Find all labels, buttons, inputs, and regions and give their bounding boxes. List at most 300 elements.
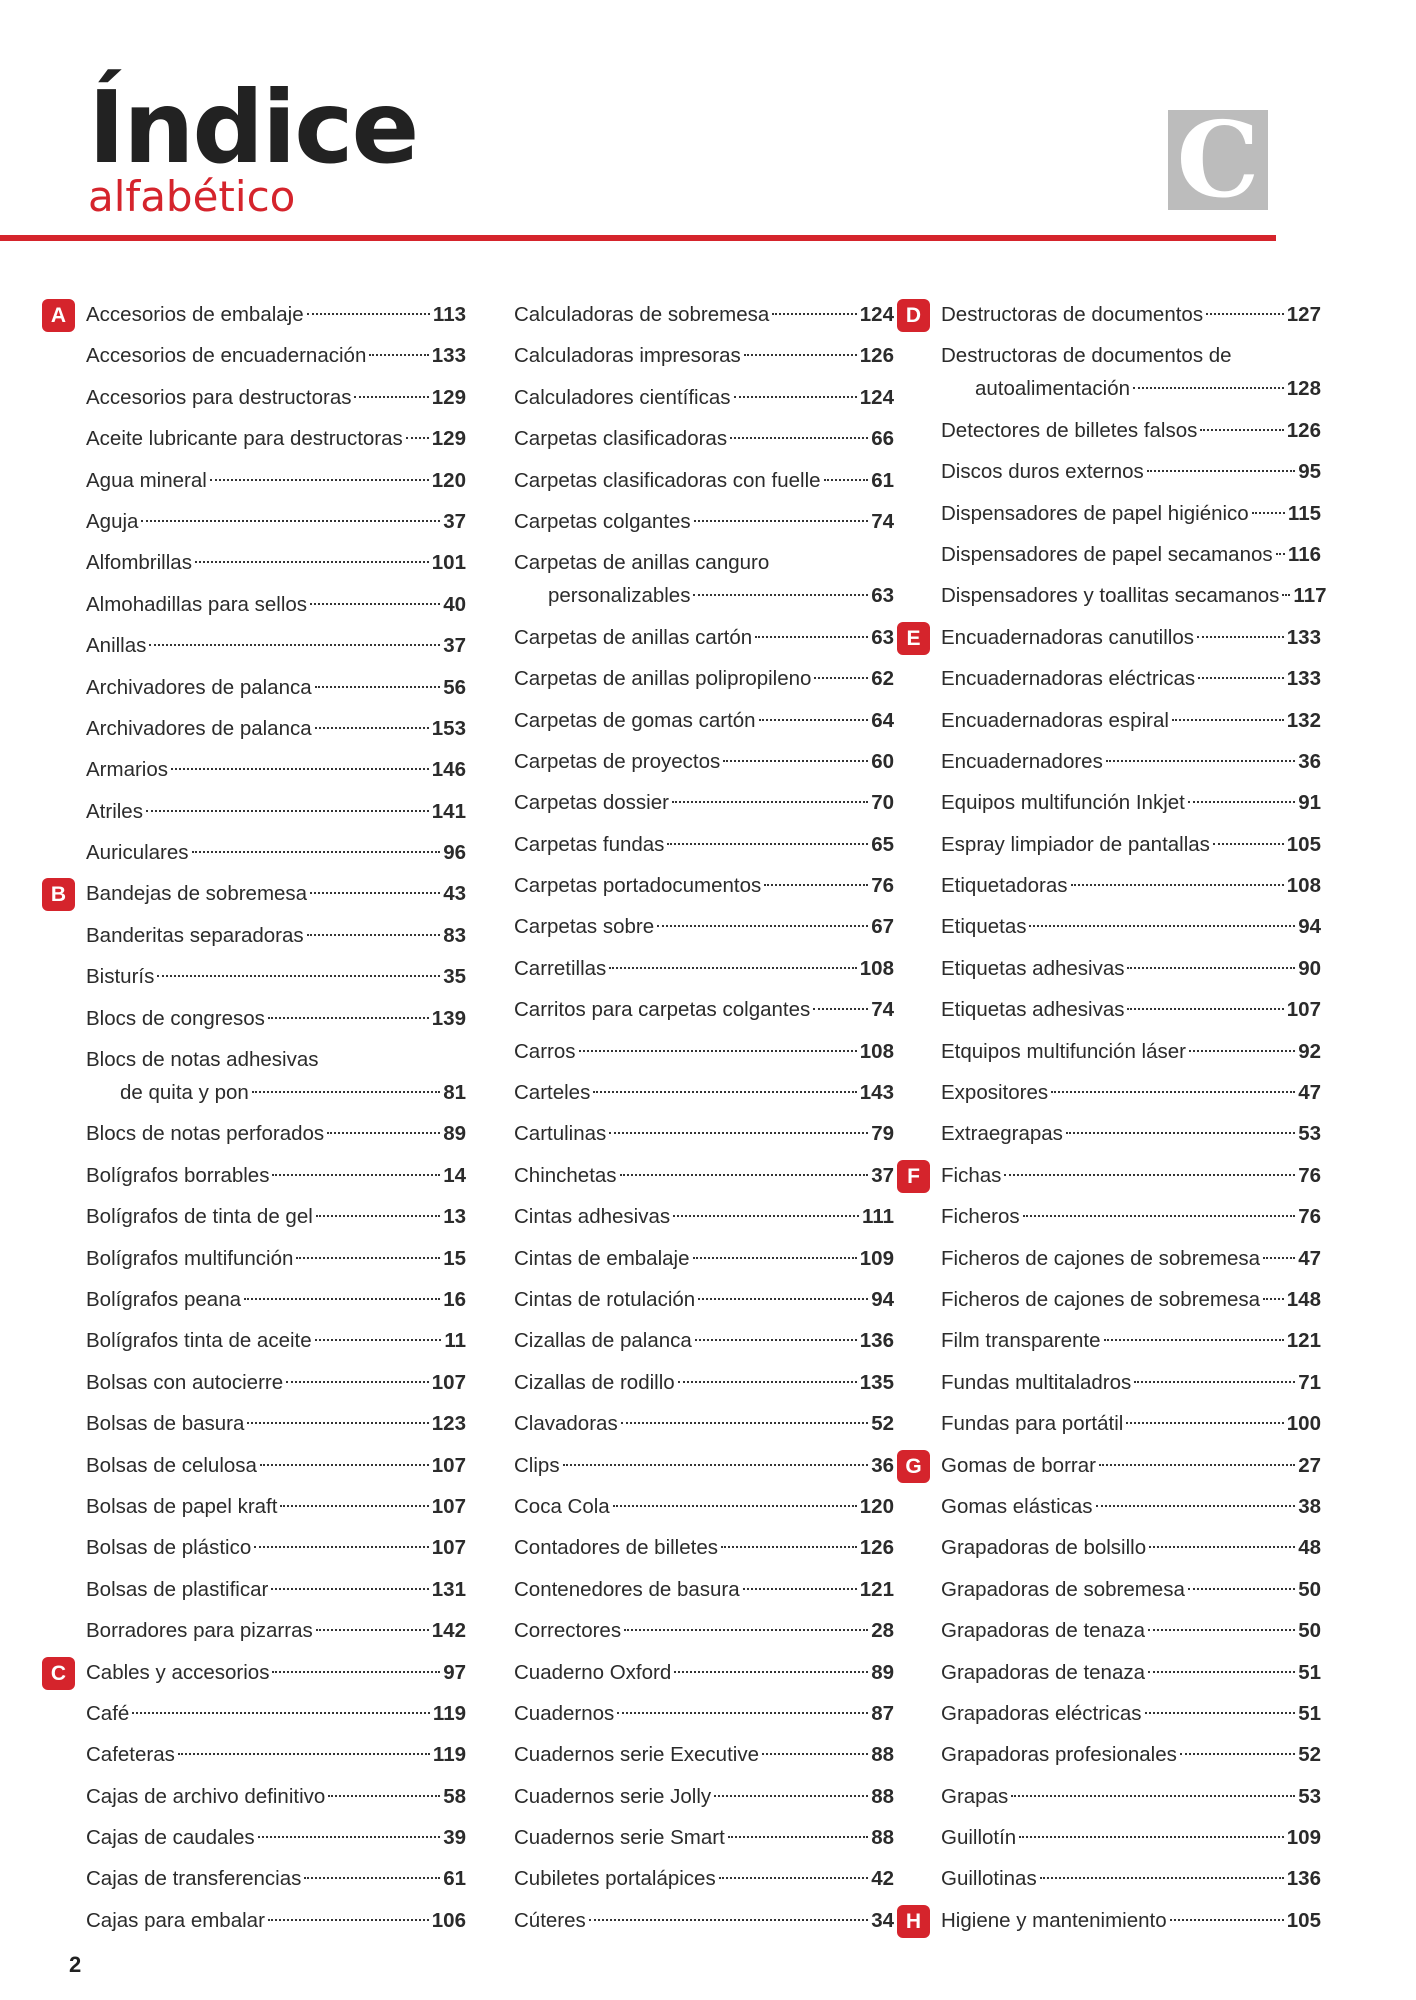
entry-name: Accesorios de embalaje bbox=[86, 303, 304, 326]
index-entry bbox=[941, 662, 1321, 703]
index-entry bbox=[514, 1449, 894, 1490]
entry-page-number: 113 bbox=[432, 303, 466, 326]
entry-name: Bandejas de sobremesa bbox=[86, 882, 308, 906]
entry-name: Blocs de notas adhesivas bbox=[86, 1048, 319, 1072]
entry-page-number: 43 bbox=[443, 882, 466, 906]
entry-name: Carpetas de proyectos bbox=[514, 749, 721, 773]
index-entry bbox=[905, 1449, 1321, 1490]
entry-name: Carpetas de anillas canguro bbox=[514, 551, 770, 575]
entry-page-number: 62 bbox=[871, 667, 894, 691]
entry-name: Carpetas sobre bbox=[514, 915, 655, 939]
dot-leader bbox=[315, 1339, 442, 1341]
page-number: 2 bbox=[69, 1952, 82, 1977]
entry-name: Grapadoras de tenaza bbox=[941, 1619, 1145, 1643]
index-entry bbox=[50, 877, 466, 918]
entry-name: Bolígrafos peana bbox=[86, 1287, 242, 1311]
index-entry bbox=[86, 1002, 466, 1043]
index-entry bbox=[86, 1407, 466, 1448]
entry-page-number: 115 bbox=[1287, 501, 1321, 525]
dot-leader bbox=[1104, 1339, 1284, 1341]
entry-page-number: 70 bbox=[871, 791, 894, 815]
entry-name: Fundas multitaladros bbox=[941, 1370, 1132, 1394]
entry-page-number: 83 bbox=[443, 923, 466, 947]
dot-leader bbox=[1188, 1588, 1295, 1590]
entry-page-number: 50 bbox=[1298, 1619, 1321, 1643]
entry-name: Cuadernos serie Smart bbox=[514, 1826, 725, 1850]
entry-page-number: 42 bbox=[871, 1867, 894, 1891]
dot-leader bbox=[694, 520, 869, 522]
entry-page-number: 101 bbox=[431, 551, 466, 575]
index-entry bbox=[941, 414, 1321, 455]
entry-page-number: 107 bbox=[431, 1494, 466, 1518]
entry-name: Ficheros bbox=[941, 1205, 1020, 1229]
entry-name: Cables y accesorios bbox=[86, 1660, 270, 1684]
letter-badge: H bbox=[897, 1905, 930, 1938]
entry-page-number: 37 bbox=[871, 1163, 894, 1187]
dot-leader bbox=[764, 884, 868, 886]
dot-leader bbox=[1213, 843, 1284, 845]
entry-page-number: 135 bbox=[859, 1370, 894, 1394]
dot-leader bbox=[714, 1795, 868, 1797]
index-entry bbox=[514, 1656, 894, 1697]
entry-name-continuation: autoalimentación bbox=[975, 377, 1130, 401]
entry-name: Bolígrafos multifunción bbox=[86, 1246, 294, 1270]
dot-leader bbox=[719, 1877, 868, 1879]
dot-leader bbox=[141, 520, 440, 522]
entry-name: Expositores bbox=[941, 1081, 1049, 1105]
entry-name-continuation: de quita y pon bbox=[120, 1081, 249, 1105]
dot-leader bbox=[563, 1464, 869, 1466]
entry-page-number: 36 bbox=[871, 1453, 894, 1477]
entry-name: Bolígrafos borrables bbox=[86, 1163, 270, 1187]
dot-leader bbox=[1127, 1008, 1283, 1010]
dot-leader bbox=[327, 1132, 440, 1134]
dot-leader bbox=[1096, 1505, 1296, 1507]
dot-leader bbox=[693, 1257, 857, 1259]
dot-leader bbox=[617, 1712, 868, 1714]
entry-name: Armarios bbox=[86, 758, 169, 782]
brand-logo bbox=[1168, 98, 1268, 221]
entry-page-number: 119 bbox=[432, 1701, 466, 1725]
dot-leader bbox=[192, 851, 441, 853]
dot-leader bbox=[1148, 1629, 1295, 1631]
index-entry bbox=[86, 1242, 466, 1283]
index-entry bbox=[941, 1242, 1321, 1283]
entry-name: Grapadoras de sobremesa bbox=[941, 1577, 1185, 1601]
entry-name: Cizallas de rodillo bbox=[514, 1370, 675, 1394]
index-entry bbox=[514, 910, 894, 951]
index-entry bbox=[514, 1076, 894, 1117]
entry-page-number: 76 bbox=[871, 874, 894, 898]
entry-page-number: 97 bbox=[443, 1660, 466, 1684]
entry-name: Encuadernadoras eléctricas bbox=[941, 667, 1196, 691]
index-entry bbox=[514, 1862, 894, 1903]
entry-page-number: 108 bbox=[859, 956, 894, 980]
index-entry bbox=[941, 455, 1321, 496]
index-entry bbox=[941, 1490, 1321, 1531]
entry-page-number: 15 bbox=[443, 1246, 466, 1270]
entry-name: Espray limpiador de pantallas bbox=[941, 832, 1210, 856]
index-entry bbox=[514, 1904, 894, 1945]
entry-name: Correctores bbox=[514, 1619, 622, 1643]
entry-name: Carros bbox=[514, 1039, 576, 1063]
index-entry bbox=[514, 1614, 894, 1655]
entry-name: Chinchetas bbox=[514, 1163, 617, 1187]
dot-leader bbox=[328, 1795, 440, 1797]
index-entry bbox=[906, 621, 1321, 662]
entry-name: Discos duros externos bbox=[941, 460, 1144, 484]
entry-name: Bolsas de papel kraft bbox=[86, 1494, 278, 1518]
entry-page-number: 60 bbox=[871, 749, 894, 773]
dot-leader bbox=[1148, 1671, 1295, 1673]
entry-page-number: 105 bbox=[1286, 1908, 1321, 1932]
dot-leader bbox=[1004, 1174, 1295, 1176]
entry-name: Clips bbox=[514, 1453, 560, 1477]
entry-name: Auriculares bbox=[86, 841, 189, 865]
entry-name: Detectores de billetes falsos bbox=[941, 418, 1198, 442]
entry-name: Accesorios para destructoras bbox=[86, 385, 352, 409]
entry-page-number: 63 bbox=[871, 625, 894, 649]
entry-name: Guillotinas bbox=[941, 1867, 1037, 1891]
index-entry bbox=[514, 869, 894, 910]
entry-name: Bolsas de plástico bbox=[86, 1536, 252, 1560]
entry-page-number: 88 bbox=[871, 1784, 894, 1808]
entry-page-number: 64 bbox=[871, 708, 894, 732]
entry-name: Bolsas de celulosa bbox=[86, 1453, 257, 1477]
dot-leader bbox=[315, 686, 441, 688]
index-entry bbox=[514, 1573, 894, 1614]
index-entry bbox=[86, 919, 466, 960]
dot-leader bbox=[695, 1339, 857, 1341]
index-entry bbox=[86, 381, 466, 422]
entry-name: Agua mineral bbox=[86, 468, 207, 492]
index-entry bbox=[941, 1283, 1321, 1324]
index-entry bbox=[941, 1324, 1321, 1365]
index-entry bbox=[86, 1200, 466, 1241]
dot-leader bbox=[814, 677, 868, 679]
entry-name: Carpetas clasificadoras bbox=[514, 427, 728, 451]
dot-leader bbox=[272, 1174, 440, 1176]
dot-leader bbox=[268, 1017, 429, 1019]
entry-page-number: 88 bbox=[871, 1743, 894, 1767]
index-entry bbox=[514, 546, 894, 620]
entry-name: Cuaderno Oxford bbox=[514, 1660, 672, 1684]
index-entry bbox=[514, 1200, 894, 1241]
dot-leader bbox=[609, 967, 857, 969]
entry-name: Carpetas de anillas cartón bbox=[514, 625, 753, 649]
index-entry bbox=[514, 1242, 894, 1283]
index-entry bbox=[86, 546, 466, 587]
entry-page-number: 94 bbox=[871, 1287, 894, 1311]
index-entry bbox=[941, 704, 1321, 745]
index-entry bbox=[941, 339, 1321, 413]
entry-page-number: 91 bbox=[1298, 791, 1321, 815]
entry-name: Cajas para embalar bbox=[86, 1908, 265, 1932]
index-entry bbox=[86, 339, 466, 380]
entry-page-number: 132 bbox=[1286, 708, 1321, 732]
dot-leader bbox=[693, 594, 868, 596]
entry-name: Cintas adhesivas bbox=[514, 1205, 671, 1229]
entry-name: Carpetas de anillas polipropileno bbox=[514, 667, 812, 691]
index-entry bbox=[941, 538, 1321, 579]
entry-page-number: 146 bbox=[431, 758, 466, 782]
entry-page-number: 47 bbox=[1298, 1246, 1321, 1270]
entry-page-number: 126 bbox=[859, 344, 894, 368]
entry-name: Blocs de congresos bbox=[86, 1006, 265, 1030]
entry-page-number: 143 bbox=[859, 1081, 894, 1105]
dot-leader bbox=[1197, 636, 1284, 638]
dot-leader bbox=[260, 1464, 429, 1466]
entry-page-number: 79 bbox=[871, 1122, 894, 1146]
dot-leader bbox=[1145, 1712, 1296, 1714]
entry-name: Dispensadores y toallitas secamanos bbox=[941, 584, 1280, 608]
entry-name: Destructoras de documentos bbox=[941, 303, 1204, 326]
entry-name: Archivadores de palanca bbox=[86, 675, 312, 699]
dot-leader bbox=[304, 1877, 440, 1879]
entry-page-number: 133 bbox=[1286, 667, 1321, 691]
index-entry bbox=[941, 1614, 1321, 1655]
dot-leader bbox=[369, 354, 428, 356]
dot-leader bbox=[734, 396, 857, 398]
entry-name: Blocs de notas perforados bbox=[86, 1122, 325, 1146]
entry-name: Clavadoras bbox=[514, 1412, 618, 1436]
index-entry bbox=[86, 753, 466, 794]
entry-page-number: 107 bbox=[431, 1536, 466, 1560]
entry-page-number: 148 bbox=[1286, 1287, 1321, 1311]
page-subtitle: alfabético bbox=[88, 172, 296, 221]
entry-name: Carritos para carpetas colgantes bbox=[514, 998, 811, 1022]
index-entry bbox=[514, 422, 894, 463]
index-entry bbox=[514, 1407, 894, 1448]
dot-leader bbox=[613, 1505, 857, 1507]
dot-leader bbox=[296, 1257, 440, 1259]
entry-page-number: 39 bbox=[443, 1826, 466, 1850]
index-entry bbox=[86, 1324, 466, 1365]
index-entry bbox=[514, 464, 894, 505]
entry-name: Grapadoras de tenaza bbox=[941, 1660, 1145, 1684]
entry-name: Contadores de billetes bbox=[514, 1536, 718, 1560]
entry-name: Bolsas con autocierre bbox=[86, 1370, 284, 1394]
dot-leader bbox=[268, 1919, 429, 1921]
entry-name: Encuadernadores bbox=[941, 749, 1103, 773]
entry-page-number: 48 bbox=[1298, 1536, 1321, 1560]
entry-name-continuation: personalizables bbox=[548, 584, 691, 608]
index-entry bbox=[941, 1656, 1321, 1697]
dot-leader bbox=[721, 1546, 857, 1548]
index-entry bbox=[86, 422, 466, 463]
entry-name: Etiquetas adhesivas bbox=[941, 998, 1125, 1022]
entry-name: Calculadores científicas bbox=[514, 385, 731, 409]
dot-leader bbox=[244, 1298, 440, 1300]
entry-page-number: 121 bbox=[859, 1577, 894, 1601]
letter-badge: D bbox=[897, 299, 930, 332]
entry-page-number: 53 bbox=[1298, 1122, 1321, 1146]
index-entry bbox=[941, 1035, 1321, 1076]
dot-leader bbox=[1170, 1919, 1284, 1921]
dot-leader bbox=[307, 313, 430, 315]
index-entry bbox=[86, 671, 466, 712]
entry-page-number: 50 bbox=[1298, 1577, 1321, 1601]
index-entry bbox=[86, 588, 466, 629]
index-entry bbox=[514, 952, 894, 993]
entry-name: Etiquetas bbox=[941, 915, 1027, 939]
index-entry bbox=[86, 1573, 466, 1614]
entry-page-number: 124 bbox=[859, 303, 894, 326]
entry-page-number: 90 bbox=[1298, 956, 1321, 980]
entry-page-number: 136 bbox=[859, 1329, 894, 1353]
dot-leader bbox=[272, 1671, 440, 1673]
entry-page-number: 63 bbox=[871, 584, 894, 608]
entry-name: Alfombrillas bbox=[86, 551, 192, 575]
index-entry bbox=[514, 745, 894, 786]
index-entry bbox=[941, 1821, 1321, 1862]
entry-page-number: 119 bbox=[432, 1743, 466, 1767]
entry-page-number: 100 bbox=[1286, 1412, 1321, 1436]
index-entry bbox=[86, 1449, 466, 1490]
entry-name: Cubiletes portalápices bbox=[514, 1867, 716, 1891]
dot-leader bbox=[762, 1753, 868, 1755]
entry-name: Cajas de caudales bbox=[86, 1826, 255, 1850]
letter-badge: C bbox=[42, 1657, 75, 1690]
index-entry bbox=[941, 910, 1321, 951]
dot-leader bbox=[759, 719, 869, 721]
index-entry bbox=[86, 960, 466, 1001]
dot-leader bbox=[271, 1588, 428, 1590]
dot-leader bbox=[672, 801, 868, 803]
index-entry bbox=[905, 1904, 1321, 1945]
entry-name: Film transparente bbox=[941, 1329, 1101, 1353]
index-entry bbox=[514, 1035, 894, 1076]
header-divider bbox=[0, 235, 1276, 241]
entry-page-number: 14 bbox=[443, 1163, 466, 1187]
dot-leader bbox=[1188, 801, 1295, 803]
dot-leader bbox=[728, 1836, 868, 1838]
entry-page-number: 106 bbox=[431, 1908, 466, 1932]
entry-page-number: 108 bbox=[859, 1039, 894, 1063]
entry-page-number: 107 bbox=[1286, 998, 1321, 1022]
dot-leader bbox=[258, 1836, 441, 1838]
entry-name: Fundas para portátil bbox=[941, 1412, 1124, 1436]
entry-page-number: 37 bbox=[443, 509, 466, 533]
index-entry bbox=[50, 1656, 466, 1697]
dot-leader bbox=[316, 1629, 429, 1631]
entry-name: Grapadoras de bolsillo bbox=[941, 1536, 1147, 1560]
dot-leader bbox=[744, 354, 857, 356]
dot-leader bbox=[316, 1215, 440, 1217]
entry-page-number: 153 bbox=[431, 716, 466, 740]
index-entry bbox=[50, 298, 466, 339]
index-entry bbox=[514, 1738, 894, 1779]
dot-leader bbox=[609, 1132, 868, 1134]
dot-leader bbox=[1099, 1464, 1295, 1466]
index-entry bbox=[86, 1490, 466, 1531]
entry-name: Encuadernadoras espiral bbox=[941, 708, 1169, 732]
entry-page-number: 66 bbox=[871, 427, 894, 451]
dot-leader bbox=[1149, 1546, 1295, 1548]
entry-page-number: 76 bbox=[1298, 1205, 1321, 1229]
index-entry bbox=[941, 579, 1327, 620]
entry-page-number: 96 bbox=[443, 841, 466, 865]
entry-page-number: 123 bbox=[431, 1412, 466, 1436]
entry-name: Dispensadores de papel higiénico bbox=[941, 501, 1249, 525]
index-entry bbox=[86, 1780, 466, 1821]
entry-name: Guillotín bbox=[941, 1826, 1017, 1850]
entry-name: Aguja bbox=[86, 509, 139, 533]
entry-page-number: 87 bbox=[871, 1701, 894, 1725]
entry-name: Fichas bbox=[941, 1163, 1002, 1187]
index-entry bbox=[941, 497, 1321, 538]
entry-page-number: 61 bbox=[871, 468, 894, 492]
index-entry bbox=[941, 1200, 1321, 1241]
index-entry bbox=[514, 505, 894, 546]
entry-page-number: 67 bbox=[871, 915, 894, 939]
dot-leader bbox=[624, 1629, 868, 1631]
entry-name: Bolsas de plastificar bbox=[86, 1577, 269, 1601]
entry-name: Carpetas dossier bbox=[514, 791, 669, 815]
entry-page-number: 34 bbox=[871, 1908, 894, 1932]
dot-leader bbox=[1126, 1422, 1283, 1424]
index-entry bbox=[514, 1117, 894, 1158]
entry-name: Equipos multifunción Inkjet bbox=[941, 791, 1185, 815]
dot-leader bbox=[315, 727, 429, 729]
index-entry bbox=[514, 621, 894, 662]
entry-page-number: 108 bbox=[1286, 874, 1321, 898]
entry-page-number: 13 bbox=[443, 1205, 466, 1229]
stylized-c-logo-icon: C bbox=[1176, 98, 1260, 221]
entry-page-number: 16 bbox=[443, 1287, 466, 1311]
index-entry bbox=[86, 629, 466, 670]
dot-leader bbox=[157, 975, 440, 977]
dot-leader bbox=[674, 1671, 868, 1673]
dot-leader bbox=[1200, 429, 1283, 431]
dot-leader bbox=[621, 1422, 868, 1424]
entry-name: Cafeteras bbox=[86, 1743, 175, 1767]
index-entry bbox=[86, 1366, 466, 1407]
index-entry bbox=[941, 745, 1321, 786]
entry-name: Cúteres bbox=[514, 1908, 586, 1932]
dot-leader bbox=[755, 636, 868, 638]
dot-leader bbox=[1263, 1257, 1295, 1259]
index-entry bbox=[86, 1614, 466, 1655]
index-column-3 bbox=[905, 298, 1327, 1945]
dot-leader bbox=[247, 1422, 428, 1424]
dot-leader bbox=[1198, 677, 1284, 679]
entry-page-number: 51 bbox=[1298, 1660, 1321, 1684]
entry-page-number: 92 bbox=[1298, 1039, 1321, 1063]
entry-page-number: 94 bbox=[1298, 915, 1321, 939]
index-entry bbox=[86, 712, 466, 753]
entry-page-number: 127 bbox=[1286, 303, 1321, 326]
dot-leader bbox=[132, 1712, 430, 1714]
entry-page-number: 37 bbox=[443, 634, 466, 658]
entry-page-number: 139 bbox=[431, 1006, 466, 1030]
entry-page-number: 133 bbox=[431, 344, 466, 368]
entry-page-number: 120 bbox=[859, 1494, 894, 1518]
dot-leader bbox=[1066, 1132, 1295, 1134]
entry-name: Cintas de embalaje bbox=[514, 1246, 690, 1270]
dot-leader bbox=[730, 437, 868, 439]
dot-leader bbox=[667, 843, 868, 845]
entry-page-number: 109 bbox=[859, 1246, 894, 1270]
dot-leader bbox=[1180, 1753, 1295, 1755]
entry-name: Etiquetas adhesivas bbox=[941, 956, 1125, 980]
index-entry bbox=[86, 464, 466, 505]
entry-page-number: 52 bbox=[1298, 1743, 1321, 1767]
dot-leader bbox=[310, 603, 440, 605]
dot-leader bbox=[678, 1381, 857, 1383]
entry-name: Atriles bbox=[86, 799, 143, 823]
letter-badge: F bbox=[897, 1160, 930, 1193]
